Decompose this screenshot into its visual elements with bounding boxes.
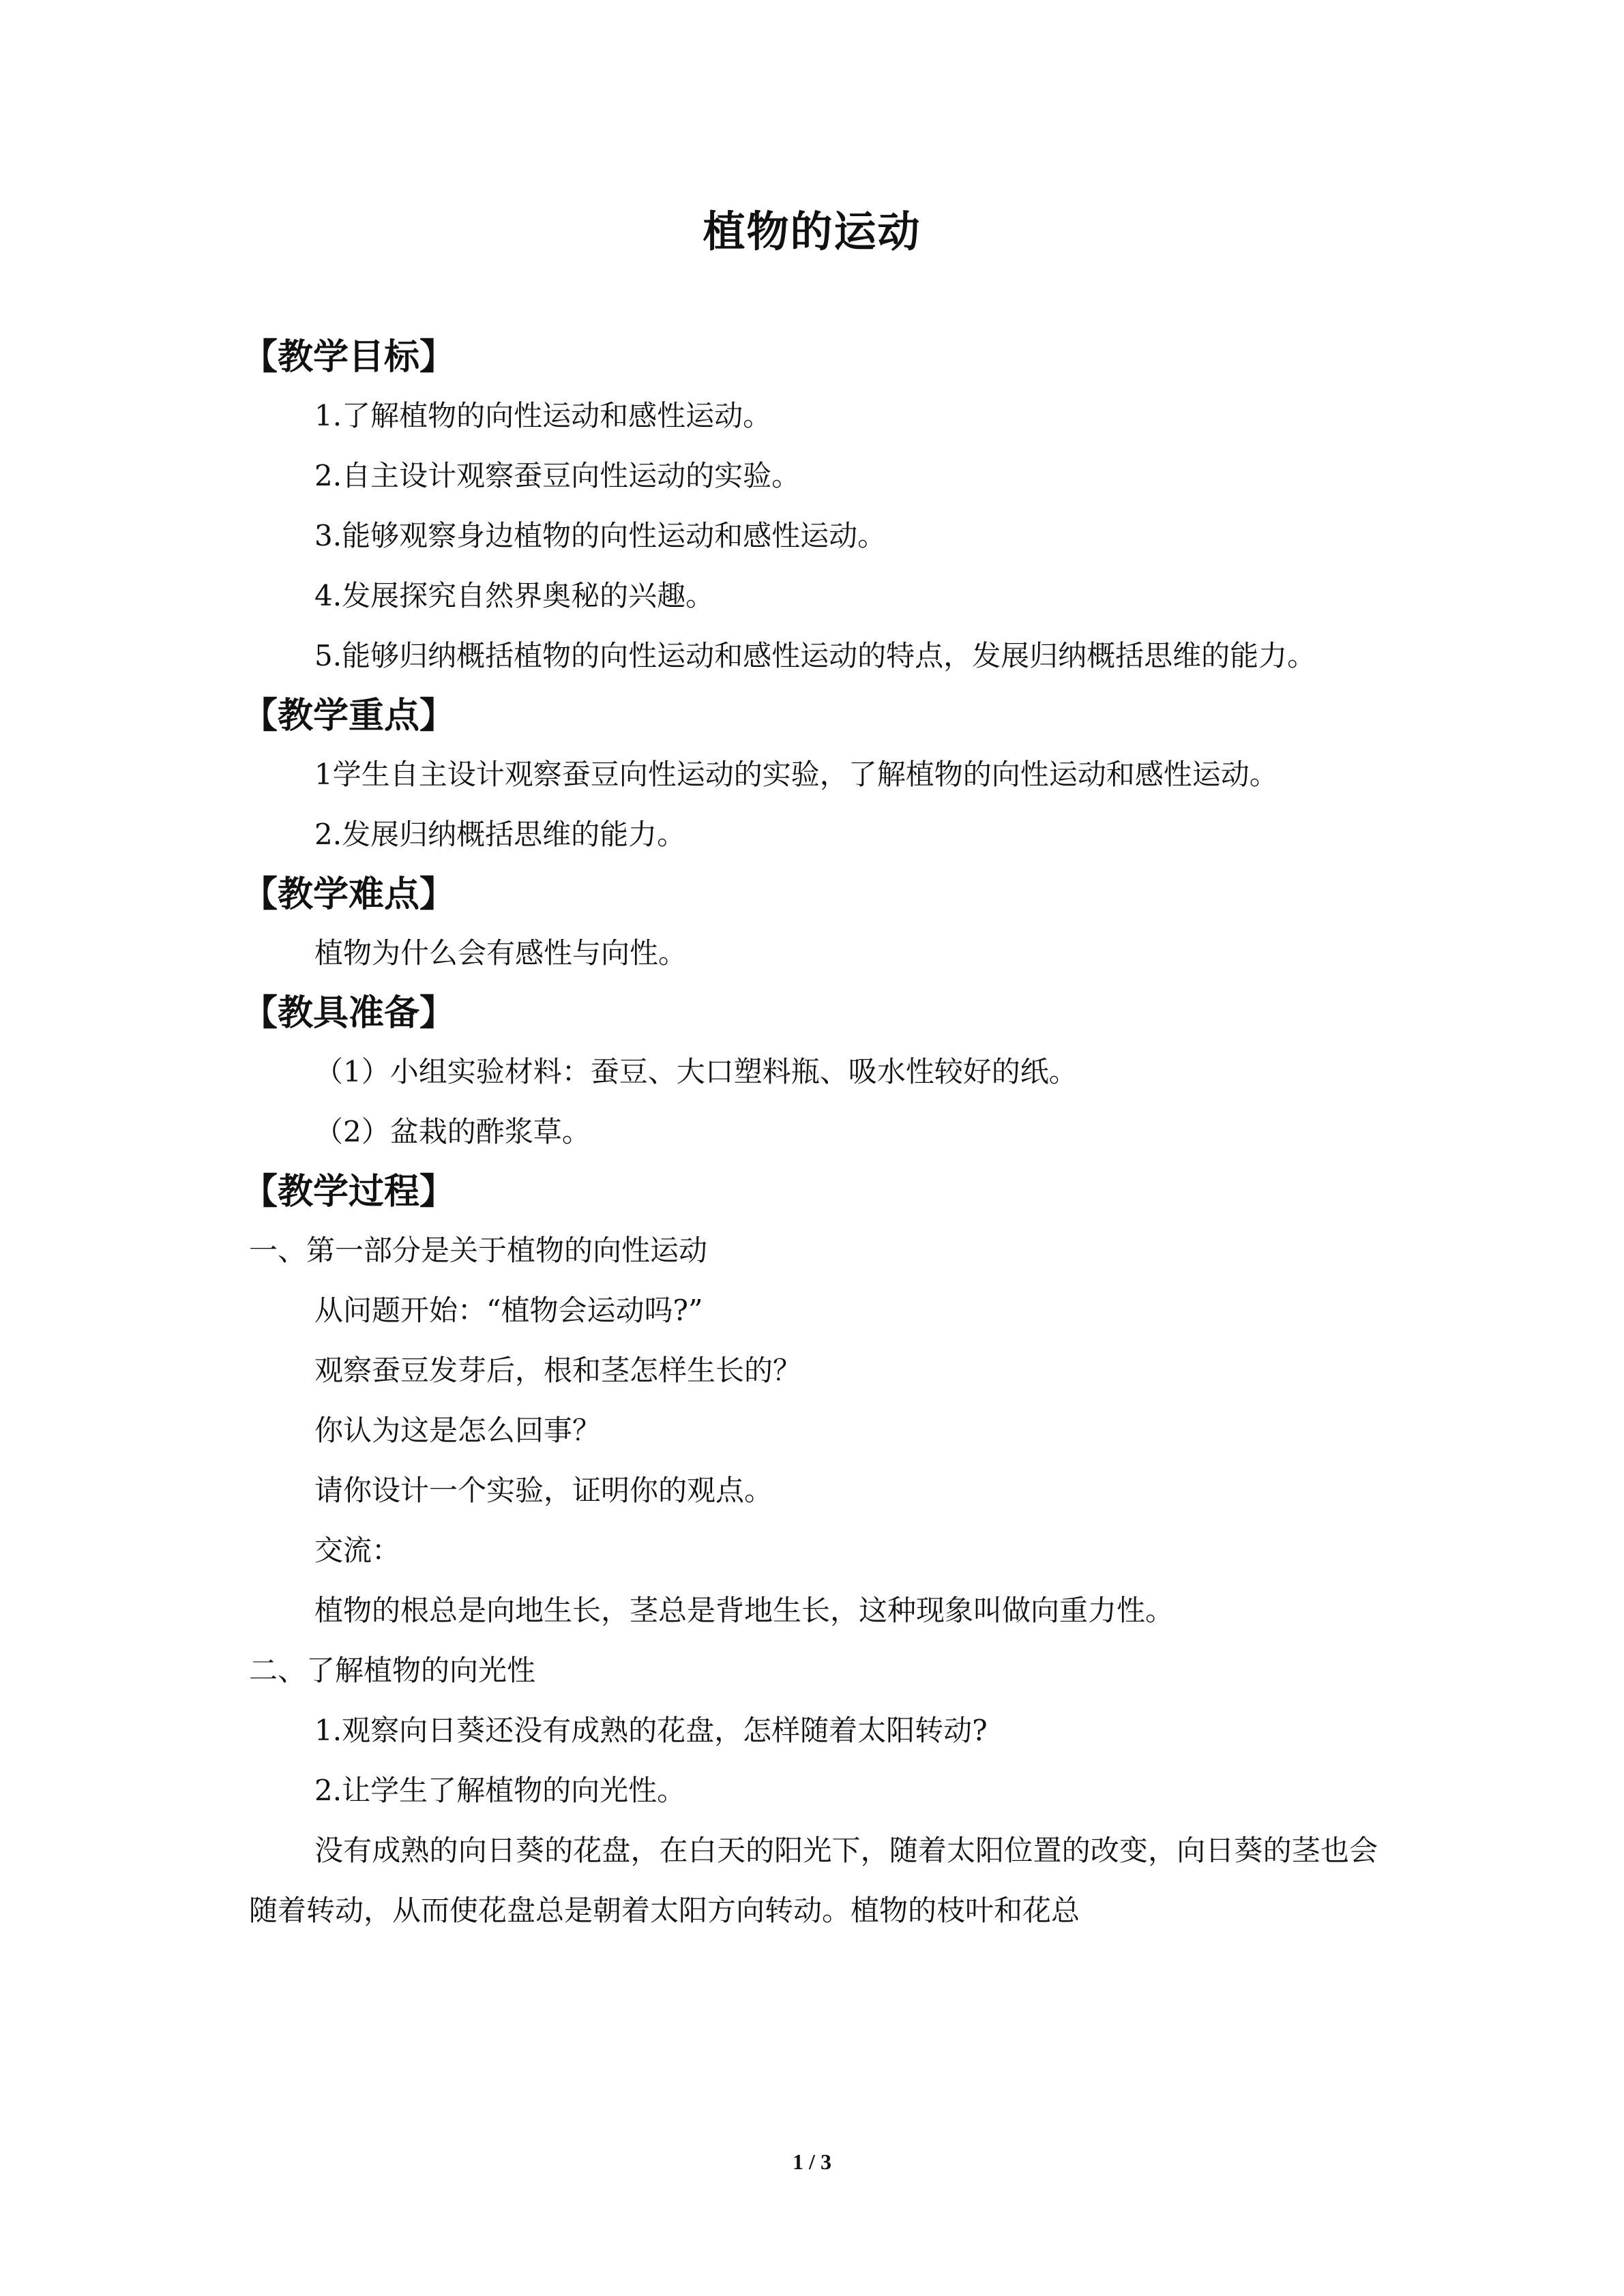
- material-item: （2）盆栽的酢浆草。: [314, 1115, 591, 1148]
- section-heading-difficulties: 【教学难点】: [242, 874, 456, 915]
- process-item: 交流：: [314, 1534, 401, 1567]
- process-part-title: 一、第一部分是关于植物的向性运动: [249, 1234, 708, 1267]
- section-heading-objectives: 【教学目标】: [242, 337, 456, 378]
- section-heading-materials: 【教具准备】: [242, 993, 456, 1034]
- process-item: 你认为这是怎么回事？: [314, 1414, 602, 1447]
- objective-item: 2.自主设计观察蚕豆向性运动的实验。: [314, 459, 801, 492]
- process-item: 请你设计一个实验，证明你的观点。: [314, 1474, 773, 1507]
- process-item: 植物的根总是向地生长，茎总是背地生长，这种现象叫做向重力性。: [314, 1594, 1175, 1627]
- process-part-title: 二、了解植物的向光性: [249, 1654, 536, 1687]
- process-item: 没有成熟的向日葵的花盘，在白天的阳光下，随着太阳位置的改变，向日葵的茎也会随着转动，从而使花盘总是朝着太阳方向转动。植物的枝叶和花总: [249, 1834, 1378, 1927]
- key-point-item: 1学生自主设计观察蚕豆向性运动的实验，了解植物的向性运动和感性运动。: [314, 758, 1278, 791]
- objective-item: 3.能够观察身边植物的向性运动和感性运动。: [314, 519, 887, 552]
- section-heading-process: 【教学过程】: [242, 1172, 456, 1212]
- objective-item: 5.能够归纳概括植物的向性运动和感性运动的特点，发展归纳概括思维的能力。: [314, 639, 1316, 672]
- material-item: （1）小组实验材料：蚕豆、大口塑料瓶、吸水性较好的纸。: [314, 1055, 1078, 1088]
- objective-item: 4.发展探究自然界奥秘的兴趣。: [314, 579, 715, 612]
- process-item: 从问题开始：“植物会运动吗?”: [314, 1294, 703, 1327]
- section-heading-key-points: 【教学重点】: [242, 696, 456, 736]
- process-item: 观察蚕豆发芽后，根和茎怎样生长的？: [314, 1354, 802, 1387]
- document-title: 植物的运动: [703, 207, 921, 256]
- difficulty-item: 植物为什么会有感性与向性。: [314, 936, 688, 970]
- key-point-item: 2.发展归纳概括思维的能力。: [314, 818, 686, 851]
- process-item: 2.让学生了解植物的向光性。: [314, 1774, 686, 1807]
- page-number: 1 / 3: [793, 2149, 831, 2174]
- objective-item: 1.了解植物的向性运动和感性运动。: [314, 399, 772, 432]
- document-body: [242, 327, 1378, 1941]
- process-item: 1.观察向日葵还没有成熟的花盘，怎样随着太阳转动?: [314, 1714, 988, 1747]
